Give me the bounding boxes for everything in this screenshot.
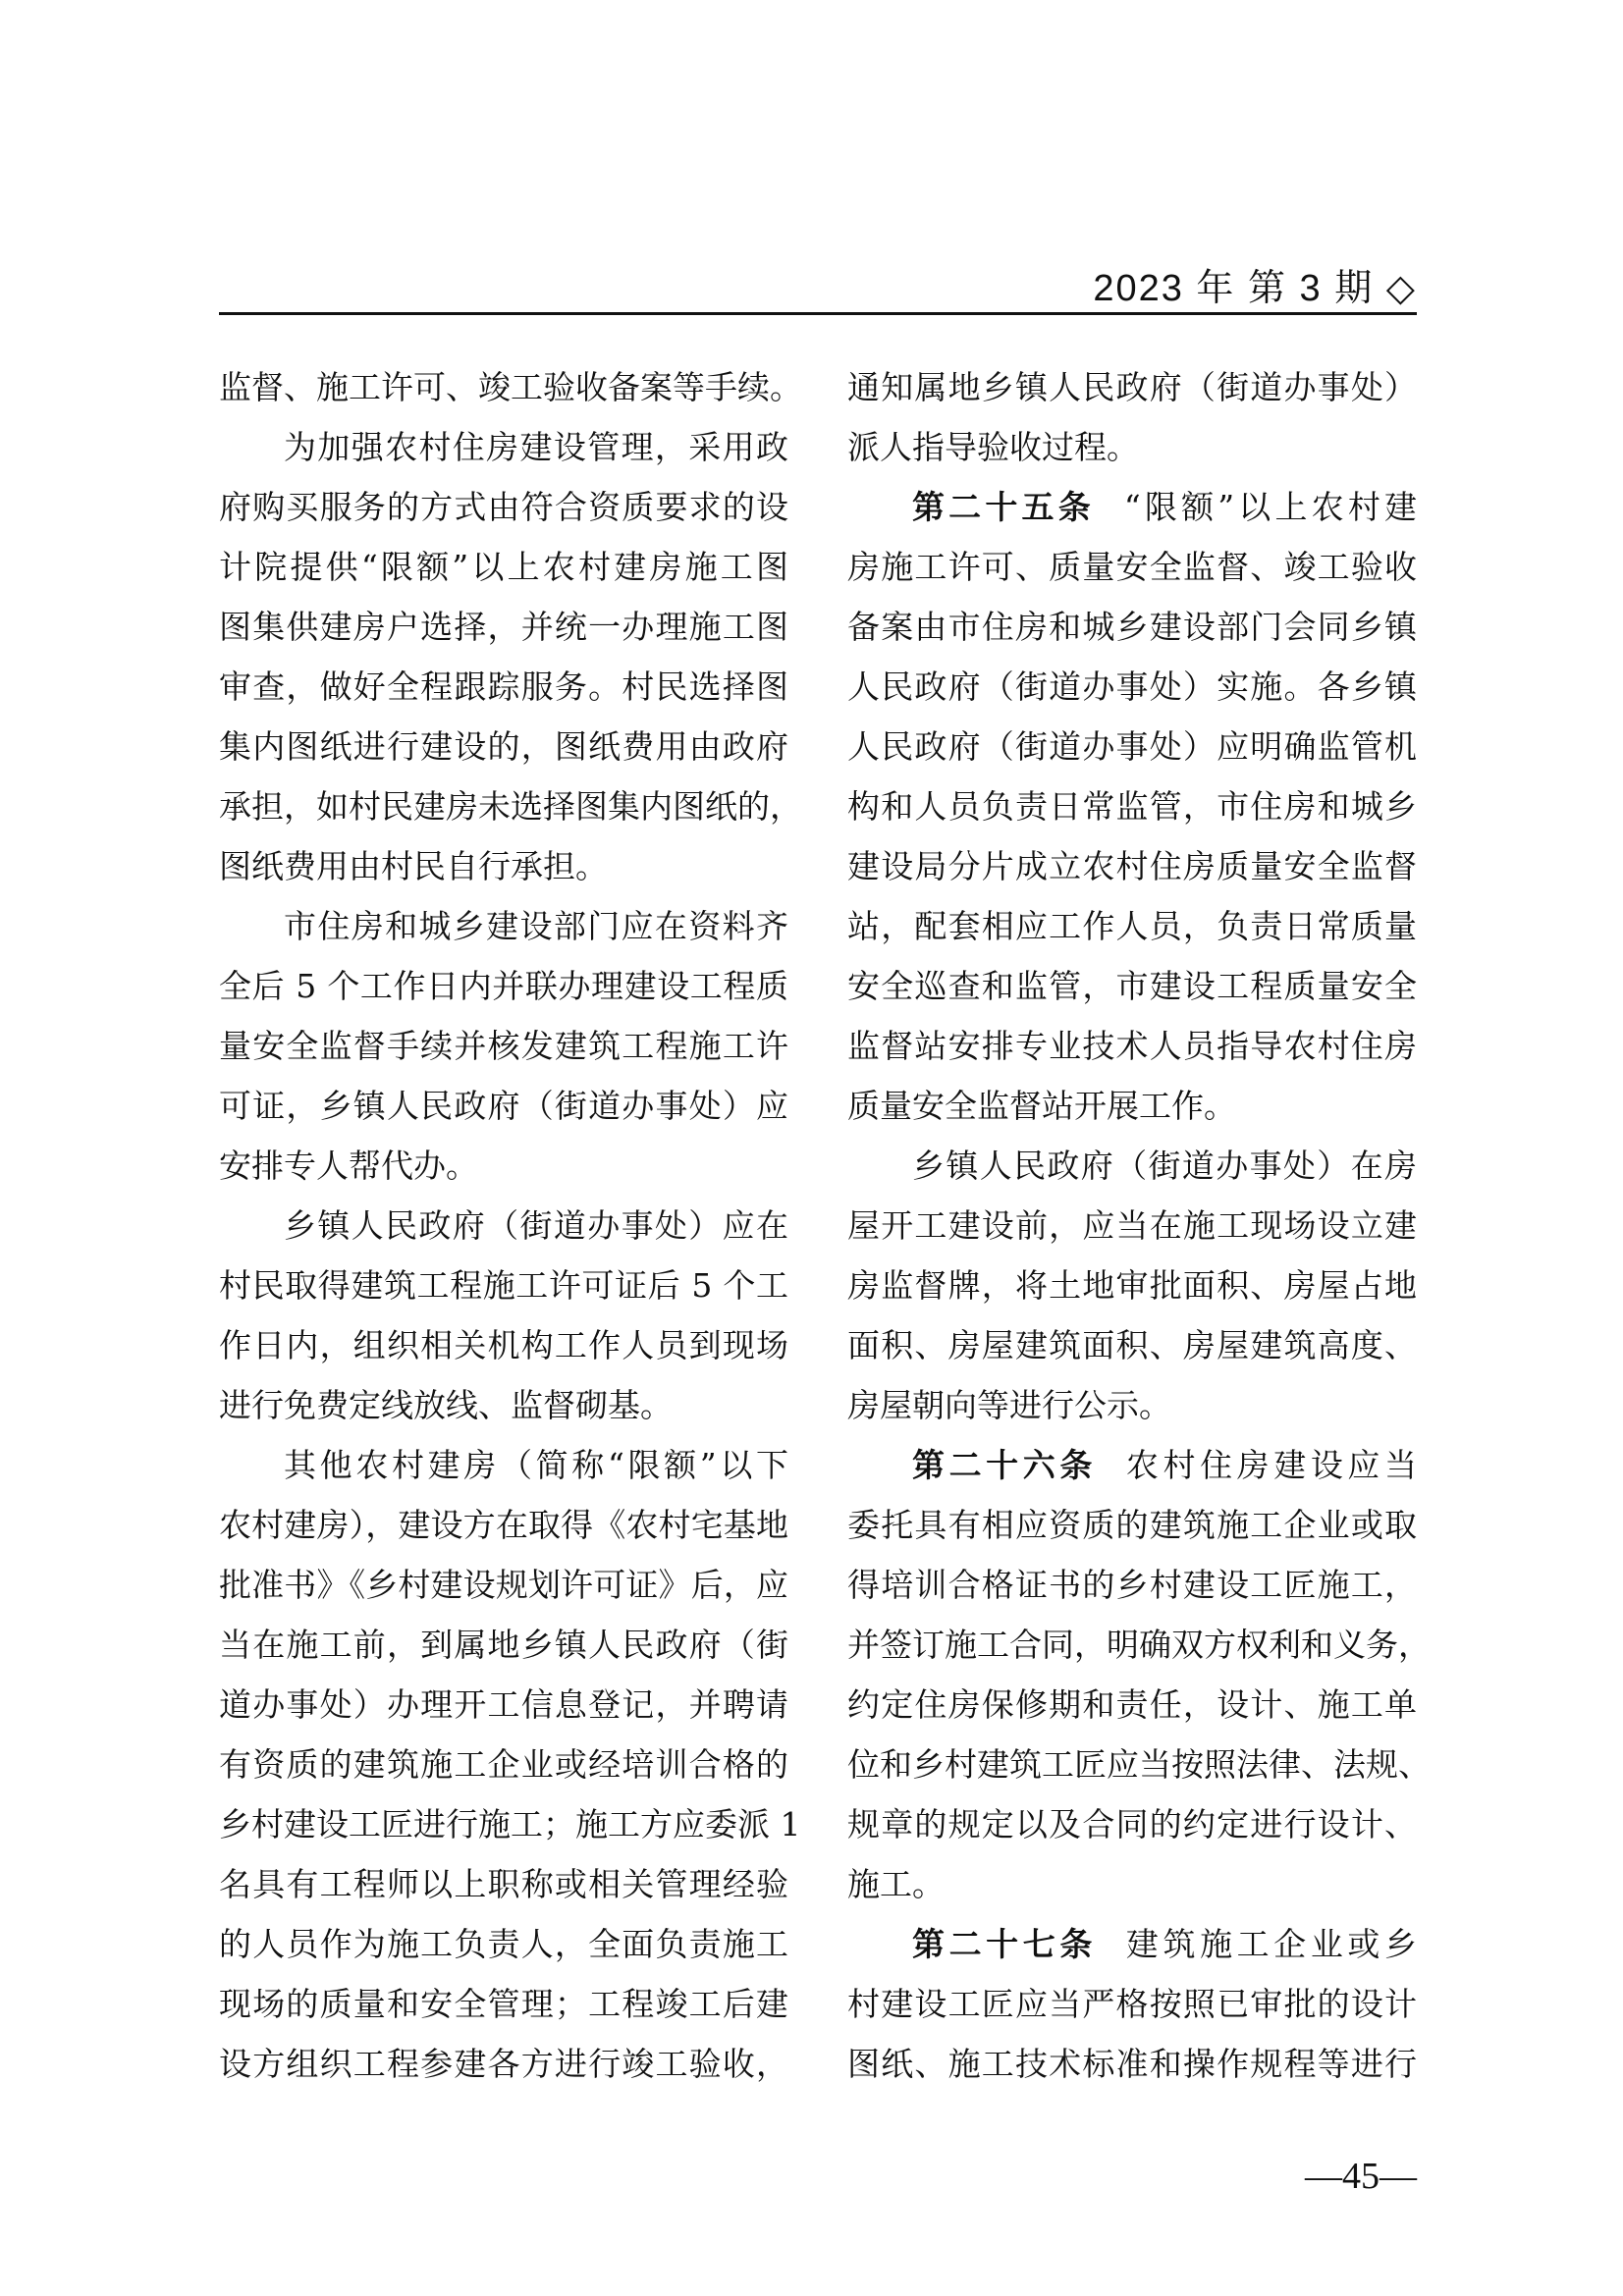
- line-text: 得培训合格证书的乡村建设工匠施工，: [847, 1566, 1417, 1604]
- text-line: [847, 1675, 1417, 1735]
- text-line: [219, 1076, 788, 1136]
- line-text: 名具有工程师以上职称或相关管理经验: [219, 1865, 788, 1903]
- line-text: 进行免费定线放线、监督砌基。: [219, 1386, 673, 1424]
- line-text: 建设局分片成立农村住房质量安全监督: [847, 847, 1417, 885]
- left-column: [219, 357, 802, 2094]
- text-line: [847, 1794, 1417, 1854]
- text-line: [847, 1914, 1417, 1974]
- text-line: [847, 657, 1417, 717]
- line-text: 监督、施工许可、竣工验收备案等手续。: [219, 368, 802, 406]
- line-text: 全后 5 个工作日内并联办理建设工程质: [219, 967, 788, 1005]
- text-line: [219, 1375, 788, 1435]
- text-line: [219, 2034, 788, 2094]
- line-text: 的人员作为施工负责人，全面负责施工: [219, 1925, 788, 1963]
- right-column: [847, 357, 1431, 2094]
- line-text: 量安全监督手续并核发建筑工程施工许: [219, 1027, 788, 1065]
- text-line: [219, 1255, 788, 1315]
- text-line: [847, 1615, 1431, 1675]
- text-line: [847, 1735, 1431, 1794]
- line-text: 集内图纸进行建设的，图纸费用由政府: [219, 727, 788, 766]
- text-line: [847, 956, 1417, 1016]
- text-line: [847, 1255, 1417, 1315]
- text-line: [219, 956, 788, 1016]
- text-line: [847, 896, 1417, 956]
- text-line: [219, 836, 788, 896]
- line-text: 作日内，组织相关机构工作人员到现场: [219, 1326, 788, 1364]
- text-line: [219, 1854, 788, 1914]
- line-text: 屋开工建设前，应当在施工现场设立建: [847, 1206, 1417, 1245]
- line-text: 通知属地乡镇人民政府（街道办事处）: [847, 368, 1417, 406]
- text-line: [847, 1136, 1417, 1196]
- text-line: [847, 2034, 1417, 2094]
- text-line: [847, 1435, 1417, 1495]
- issue-header: 2023 年 第 3 期 ◇: [1093, 268, 1417, 309]
- text-line: [219, 357, 802, 417]
- line-text: 道办事处）办理开工信息登记，并聘请: [219, 1685, 788, 1724]
- line-text: 乡镇人民政府（街道办事处）在房: [912, 1147, 1417, 1185]
- text-line: [219, 1794, 801, 1854]
- text-line: [219, 417, 788, 477]
- line-text: 安全巡查和监管，市建设工程质量安全: [847, 967, 1417, 1005]
- line-text: 现场的质量和安全管理；工程竣工后建: [219, 1985, 788, 2023]
- text-line: [219, 477, 788, 537]
- line-text: 监督站安排专业技术人员指导农村住房: [847, 1027, 1417, 1065]
- line-text: 农村住房建设应当: [1125, 1446, 1418, 1484]
- line-text: 批准书》《乡村建设规划许可证》后，应: [219, 1566, 788, 1604]
- text-line: [847, 836, 1417, 896]
- line-text: 并签订施工合同，明确双方权利和义务，: [847, 1626, 1431, 1664]
- line-text: 施工。: [847, 1865, 945, 1903]
- line-text: 构和人员负责日常监管，市住房和城乡: [847, 787, 1417, 826]
- text-line: [219, 717, 788, 776]
- line-text: 可证，乡镇人民政府（街道办事处）应: [219, 1087, 788, 1125]
- line-text: 图集供建房户选择，并统一办理施工图: [219, 608, 788, 646]
- text-line: [847, 1555, 1417, 1615]
- line-text: 委托具有相应资质的建筑施工企业或取: [847, 1506, 1417, 1544]
- text-line: [219, 896, 788, 956]
- text-line: [847, 537, 1417, 597]
- line-text: 当在施工前，到属地乡镇人民政府（街: [219, 1626, 788, 1664]
- line-text: 站，配套相应工作人员，负责日常质量: [847, 907, 1417, 945]
- line-text: 设方组织工程参建各方进行竣工验收，: [219, 2045, 788, 2083]
- line-text: 质量安全监督站开展工作。: [847, 1087, 1236, 1125]
- page-number: —45—: [1305, 2156, 1417, 2197]
- line-text: 图纸、施工技术标准和操作规程等进行: [847, 2045, 1417, 2083]
- text-line: [219, 1914, 788, 1974]
- text-line: [847, 1974, 1417, 2034]
- text-line: [219, 657, 788, 717]
- line-text: 审查，做好全程跟踪服务。村民选择图: [219, 667, 788, 706]
- line-text: 规章的规定以及合同的约定进行设计、: [847, 1805, 1417, 1843]
- line-text: 备案由市住房和城乡建设部门会同乡镇: [847, 608, 1417, 646]
- text-line: [847, 1375, 1417, 1435]
- line-text: 为加强农村住房建设管理，采用政: [284, 428, 788, 466]
- line-text: 建筑施工企业或乡: [1125, 1925, 1418, 1963]
- text-line: [219, 776, 802, 836]
- text-line: [219, 1016, 788, 1076]
- text-line: [219, 1495, 788, 1555]
- line-text: 计院提供“限额”以上农村建房施工图: [219, 548, 788, 586]
- text-line: [847, 417, 1417, 477]
- text-line: [847, 717, 1417, 776]
- text-line: [219, 1615, 788, 1675]
- text-line: [219, 1974, 788, 2034]
- text-line: [219, 1675, 788, 1735]
- line-text: 房施工许可、质量安全监督、竣工验收: [847, 548, 1417, 586]
- text-line: [847, 477, 1417, 537]
- line-text: 人民政府（街道办事处）应明确监管机: [847, 727, 1417, 766]
- text-line: [847, 357, 1417, 417]
- text-line: [219, 1735, 788, 1794]
- text-line: [219, 1555, 788, 1615]
- line-text: 府购买服务的方式由符合资质要求的设: [219, 488, 788, 526]
- line-text: 派人指导验收过程。: [847, 428, 1139, 466]
- text-line: [219, 1435, 788, 1495]
- text-line: [847, 1495, 1417, 1555]
- line-text: 图纸费用由村民自行承担。: [219, 847, 608, 885]
- line-text: 村民取得建筑工程施工许可证后 5 个工: [219, 1266, 788, 1305]
- line-text: 村建设工匠应当严格按照已审批的设计: [847, 1985, 1417, 2023]
- line-text: “限额”以上农村建: [1123, 488, 1418, 526]
- line-text: 其他农村建房（简称“限额”以下: [284, 1446, 788, 1484]
- text-line: [847, 597, 1417, 657]
- text-line: [219, 1136, 788, 1196]
- text-line: [847, 1315, 1417, 1375]
- line-text: 市住房和城乡建设部门应在资料齐: [284, 907, 788, 945]
- text-line: [847, 1016, 1417, 1076]
- text-line: [219, 537, 788, 597]
- line-text: 农村建房），建设方在取得《农村宅基地: [219, 1506, 788, 1544]
- line-text: 位和乡村建筑工匠应当按照法律、法规、: [847, 1745, 1431, 1784]
- text-line: [219, 597, 788, 657]
- text-line: [219, 1196, 788, 1255]
- text-line: [847, 776, 1417, 836]
- line-text: 约定住房保修期和责任，设计、施工单: [847, 1685, 1417, 1724]
- article-heading: 第二十五条: [912, 488, 1095, 526]
- line-text: 乡村建设工匠进行施工；施工方应委派 1: [219, 1805, 801, 1843]
- line-text: 人民政府（街道办事处）实施。各乡镇: [847, 667, 1417, 706]
- text-line: [847, 1196, 1417, 1255]
- text-line: [847, 1076, 1417, 1136]
- text-line: [219, 1315, 788, 1375]
- header-rule: [219, 312, 1417, 315]
- line-text: 面积、房屋建筑面积、房屋建筑高度、: [847, 1326, 1417, 1364]
- text-line: [847, 1854, 1417, 1914]
- line-text: 有资质的建筑施工企业或经培训合格的: [219, 1745, 788, 1784]
- line-text: 安排专人帮代办。: [219, 1147, 478, 1185]
- article-heading: 第二十七条: [912, 1925, 1097, 1963]
- line-text: 房屋朝向等进行公示。: [847, 1386, 1171, 1424]
- line-text: 房监督牌，将土地审批面积、房屋占地: [847, 1266, 1417, 1305]
- line-text: 承担，如村民建房未选择图集内图纸的，: [219, 787, 802, 826]
- line-text: 乡镇人民政府（街道办事处）应在: [284, 1206, 788, 1245]
- article-heading: 第二十六条: [912, 1446, 1097, 1484]
